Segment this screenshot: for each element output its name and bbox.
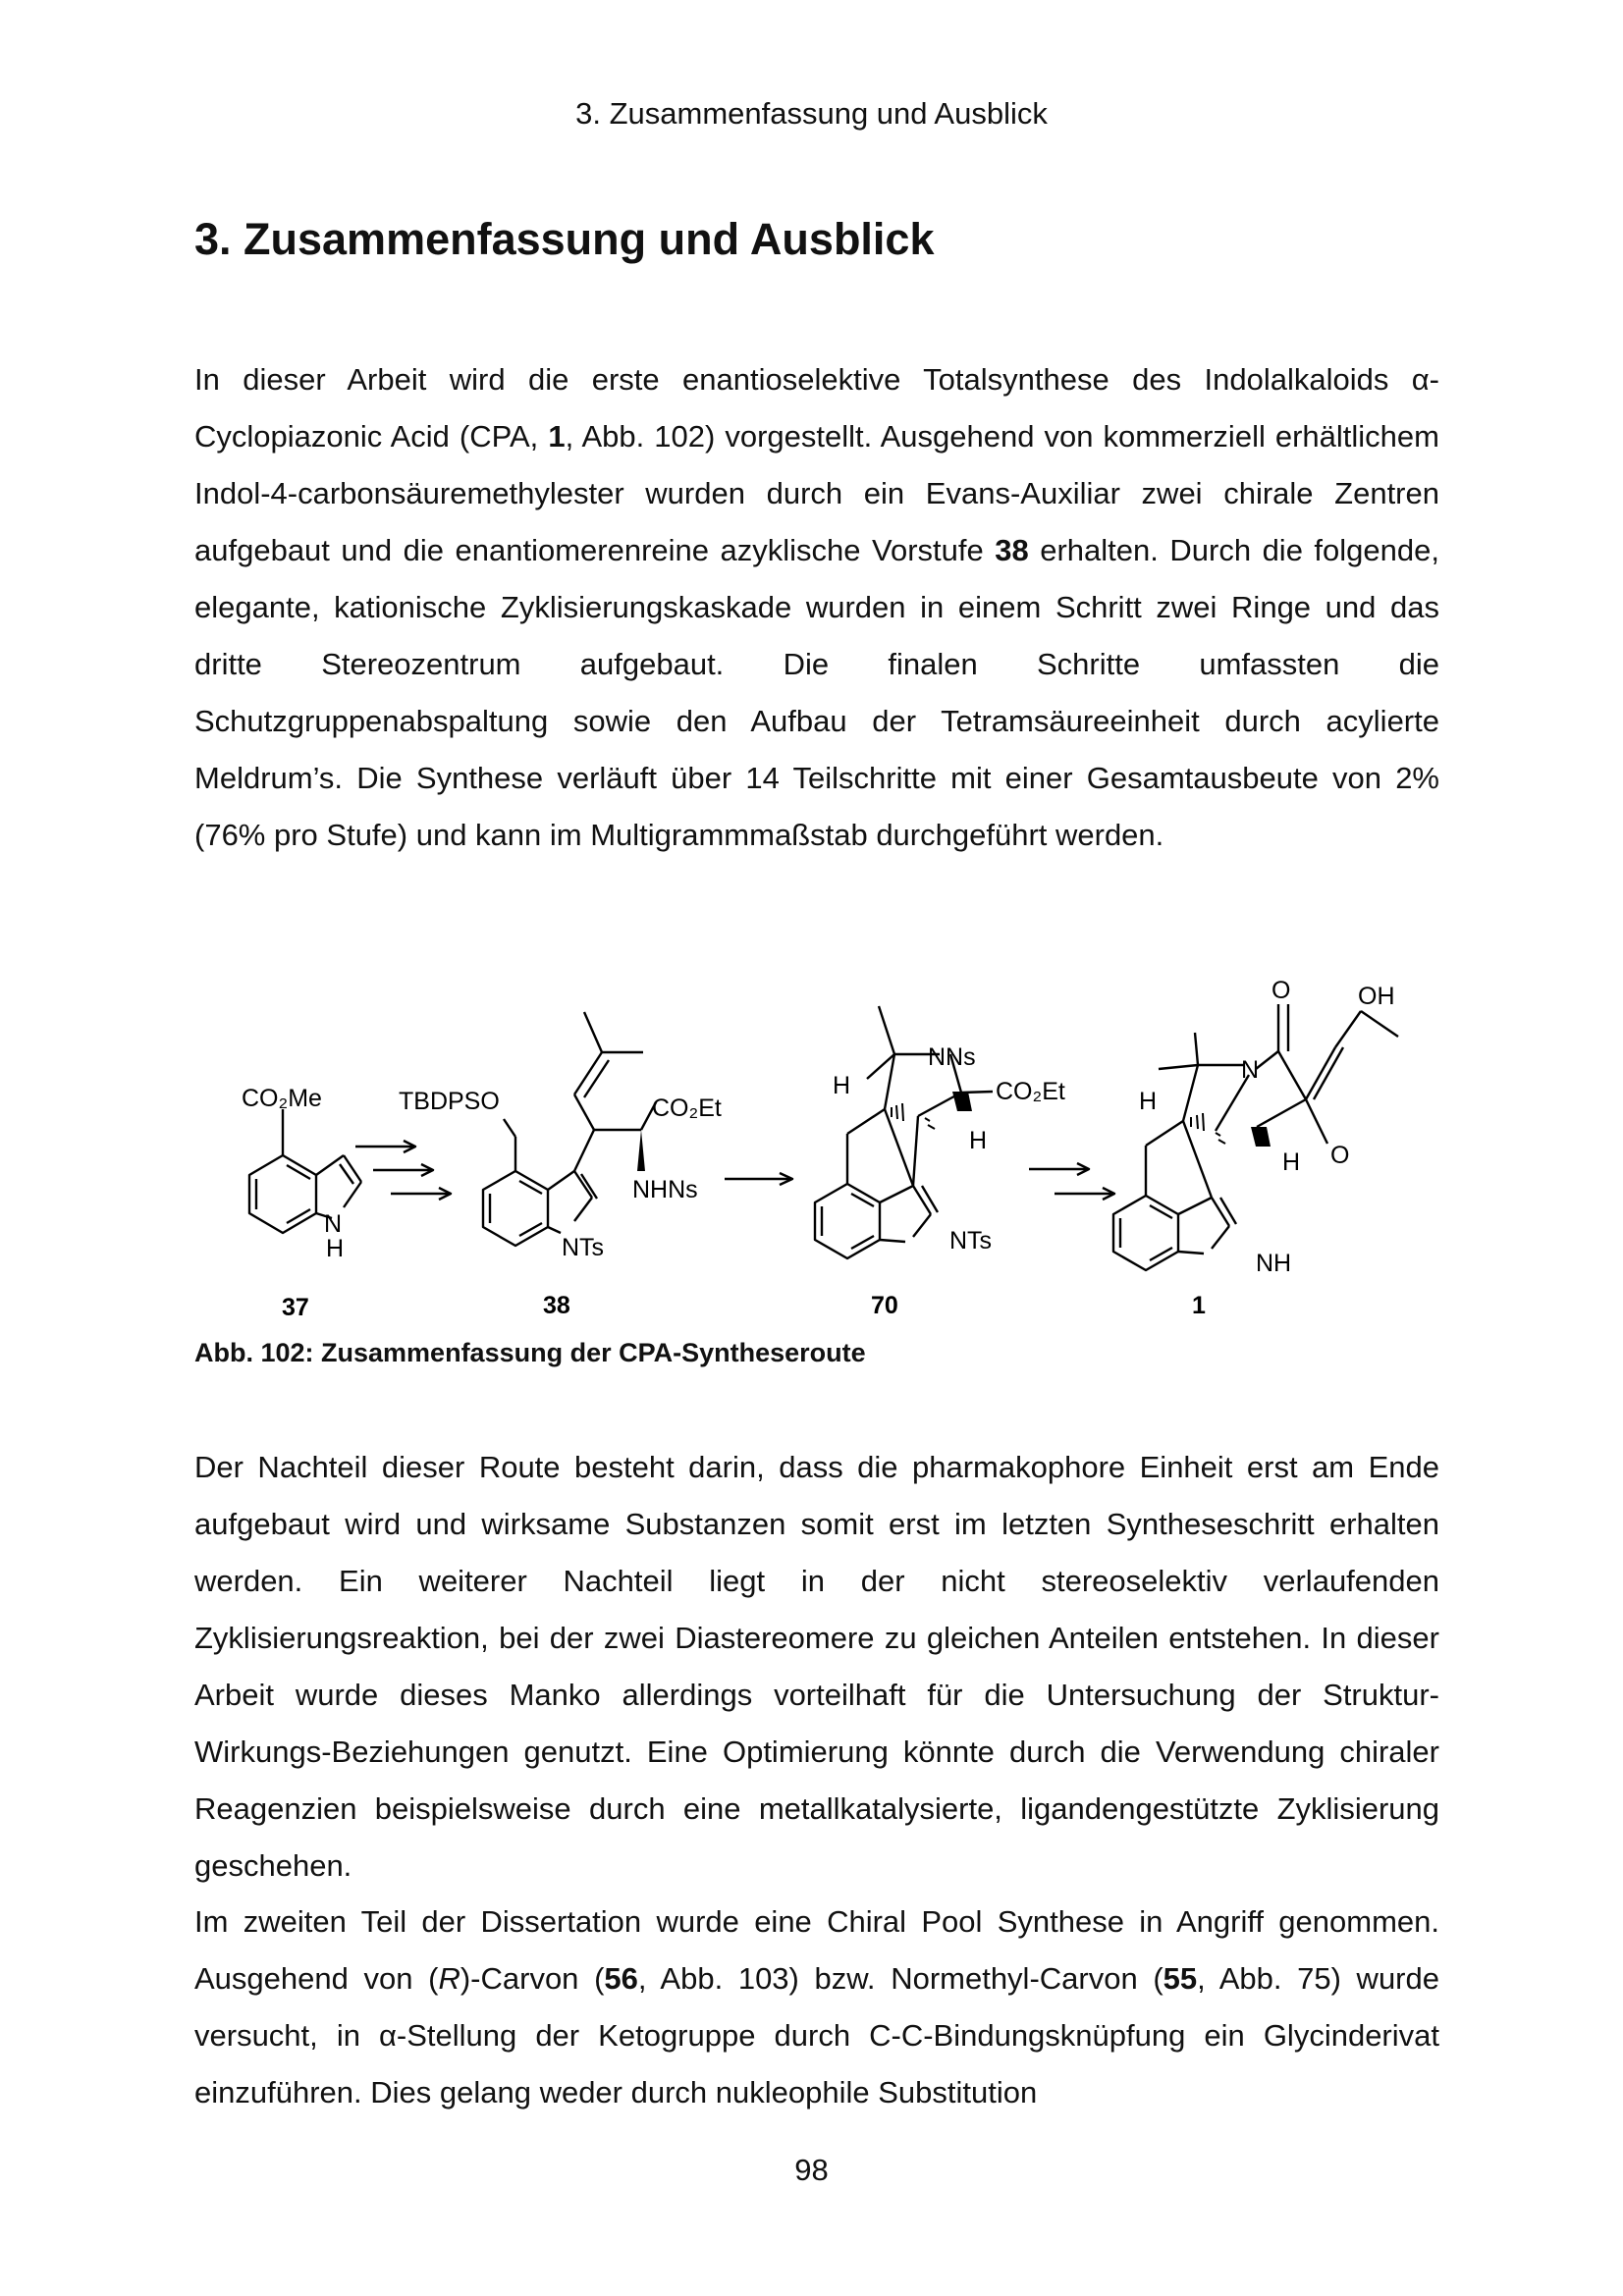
text-span: In dieser Arbeit wird die erste enantioselektive Totalsynthese des Indolalkaloids α-Cyclopiazonic Acid (CPA, <box>194 362 1439 454</box>
label-nns: NNs <box>928 1043 976 1071</box>
label-n: N <box>1241 1056 1260 1084</box>
reaction-arrows-1 <box>355 1141 451 1200</box>
label-h: H <box>1282 1148 1301 1176</box>
stereo-descriptor: R <box>438 1961 460 1996</box>
label-co2et: CO₂Et <box>652 1095 722 1122</box>
compound-ref: 56 <box>604 1961 638 1996</box>
text-span: , Abb. 103) bzw. Normethyl-Carvon ( <box>637 1961 1163 1996</box>
label-co2me: CO₂Me <box>242 1085 322 1112</box>
text-span: )-Carvon ( <box>460 1961 605 1996</box>
compound-ref: 1 <box>548 419 566 454</box>
label-h: H <box>326 1235 345 1262</box>
text-span: , Abb. 102) vorgestellt. Ausgehend von kommerziell erhältlichem Indol-4-carbonsäuremethylester wurden durch ein Evans-Auxiliar zwei chirale Zentren aufgebaut und die enantiomerenreine azyklische Vorstufe <box>194 419 1439 567</box>
reaction-arrows-2 <box>1029 1163 1114 1200</box>
text-span: erhalten. Durch die folgende, elegante, kationische Zyklisierungskaskade wurden in einem Schritt zwei Ringe und das dritte Stereozentrum aufgebaut. Die finalen Schritte umfassten die Schutzgruppenabspaltung sowie den Aufbau der Tetramsäureeinheit durch acylierte Meldrum’s. Die Synthese verläuft über 14 Teilschritte mit einer Gesamtausbeute von 2% (76% pro Stufe) und kann im Multigrammmaßstab durchgeführt werden. <box>194 533 1439 852</box>
label-co2et: CO₂Et <box>996 1078 1065 1105</box>
compound-number-1: 1 <box>1192 1292 1206 1319</box>
label-o: O <box>1330 1142 1350 1169</box>
compound-38-structure <box>483 1012 656 1246</box>
label-n: N <box>324 1210 343 1238</box>
label-nts: NTs <box>949 1227 993 1255</box>
page-number: 98 <box>794 2153 829 2187</box>
label-h: H <box>969 1127 988 1154</box>
label-nh: NH <box>1256 1250 1292 1277</box>
compound-ref: 38 <box>995 533 1029 567</box>
section-heading: 3. Zusammenfassung und Ausblick <box>194 214 935 264</box>
synthesis-scheme <box>187 972 1463 1325</box>
paragraph-intro <box>194 351 1439 864</box>
text-span: , Abb. 75) wurde versucht, in α-Stellung der Ketogruppe durch C-C-Bindungsknüpfung ein Glycinderivat einzuführen. Dies gelang weder durch nukleophile Substitution <box>194 1961 1439 2109</box>
label-h: H <box>833 1072 851 1099</box>
label-nhns: NHNs <box>632 1176 698 1203</box>
compound-ref: 55 <box>1163 1961 1198 1996</box>
text-span: Im zweiten Teil der Dissertation wurde eine Chiral Pool Synthese in Angriff genommen. Ausgehend von ( <box>194 1904 1439 1996</box>
figure-caption: Abb. 102: Zusammenfassung der CPA-Syntheseroute <box>194 1338 866 1367</box>
compound-number-38: 38 <box>543 1292 570 1319</box>
compound-37-structure <box>249 1109 361 1233</box>
paragraph-chiral-pool <box>194 1894 1439 2121</box>
compound-number-70: 70 <box>871 1292 898 1319</box>
compound-number-37: 37 <box>282 1294 309 1321</box>
label-nts: NTs <box>562 1234 605 1261</box>
label-o: O <box>1271 977 1291 1004</box>
label-tbdpso: TBDPSO <box>399 1088 500 1115</box>
label-h: H <box>1139 1088 1158 1115</box>
running-header: 3. Zusammenfassung und Ausblick <box>575 96 1048 131</box>
paragraph-disadvantages: Der Nachteil dieser Route besteht darin, dass die pharmakophore Einheit erst am Ende aufgebaut wird und wirksame Substanzen somit erst im letzten Syntheseschritt erhalten werden. Ein weiterer Nachteil liegt in der nicht stereoselektiv verlaufenden Zyklisierungsreaktion, bei der zwei Diastereomere zu gleichen Anteilen entstehen. In dieser Arbeit wurde dieses Manko allerdings vorteilhaft für die Untersuchung der Struktur-Wirkungs-Beziehungen genutzt. Eine Optimierung könnte durch die Verwendung chiraler Reagenzien beispielsweise durch eine metallkatalysierte, ligandengestützte Zyklisierung geschehen. <box>194 1450 1439 1883</box>
label-oh: OH <box>1358 983 1395 1010</box>
